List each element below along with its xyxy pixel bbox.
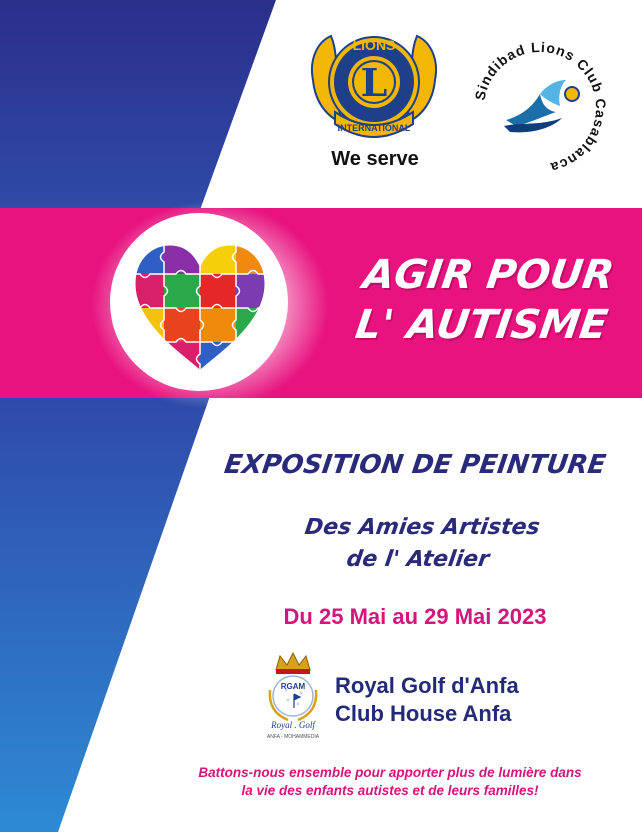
lions-center-letter: L <box>360 60 388 105</box>
lions-tagline: We serve <box>331 148 419 170</box>
footer-line2: la vie des enfants autistes et de leurs familles! <box>241 783 539 798</box>
venue-line1: Royal Golf d'Anfa <box>335 673 519 698</box>
event-dates: Du 25 Mai au 29 Mai 2023 <box>283 604 547 629</box>
venue-line2: Club House Anfa <box>335 701 512 726</box>
banner-title <box>343 250 627 350</box>
banner-title-line2: L' AUTISME <box>352 302 611 348</box>
artists-line2: de l' Atelier <box>344 547 491 572</box>
footer-message <box>150 764 630 800</box>
lions-bottom-text: INTERNATIONAL <box>337 123 411 133</box>
artists-line1: Des Amies Artistes <box>303 515 542 540</box>
footer-line1: Battons-nous ensemble pour apporter plus de lumière dans <box>198 765 582 780</box>
banner-title-line1: AGIR POUR <box>360 252 617 298</box>
lions-international-emblem <box>305 20 443 148</box>
event-type: EXPOSITION DE PEINTURE <box>222 450 608 480</box>
puzzle-heart-icon <box>128 240 272 375</box>
venue-name <box>335 672 595 728</box>
royal-golf-crown-emblem <box>258 650 328 742</box>
shark-fin-wave-emblem <box>470 38 610 178</box>
lions-top-text: LIONS <box>352 37 396 53</box>
rgam-city-text: ANFA - MOHAMMEDIA <box>266 734 320 740</box>
club-ring-text: Sindibad Lions Club Casablanca <box>471 38 610 177</box>
rgam-name-text: Royal . Golf <box>271 720 315 730</box>
rgam-badge-text: RGAM <box>280 682 306 691</box>
event-artists <box>236 512 605 576</box>
